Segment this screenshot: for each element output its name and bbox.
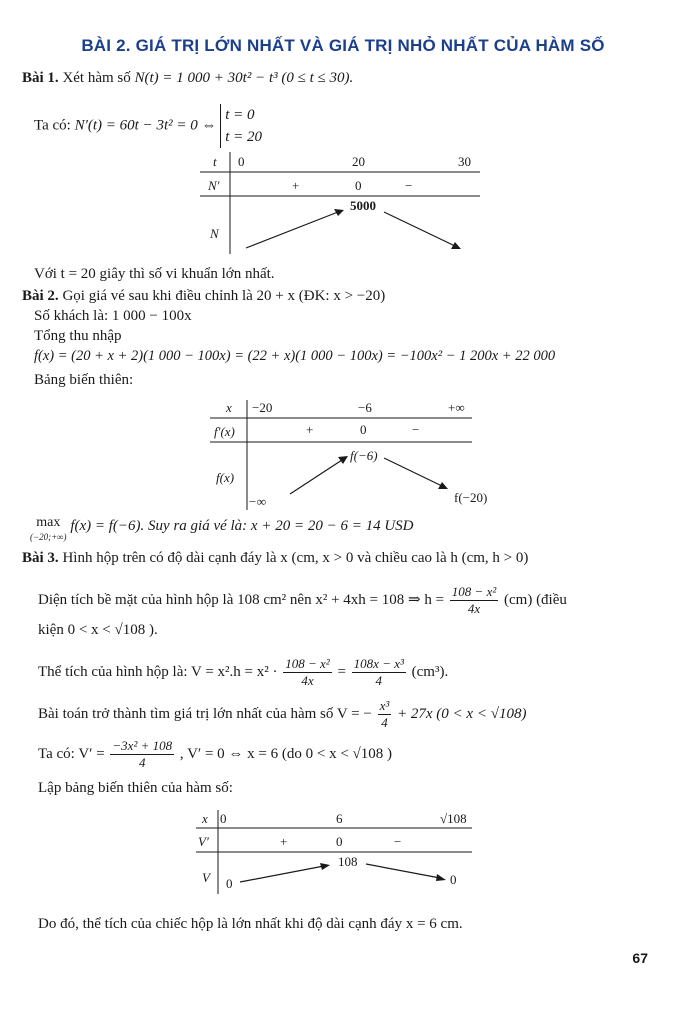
bai3-row-deriv: V′ [198, 834, 209, 849]
bai2-x-2: +∞ [448, 400, 465, 415]
bai3-arrow-down [366, 864, 440, 878]
bai1-row-func: N [210, 226, 219, 241]
bai3-frac-h [450, 584, 498, 617]
bai3-line4b: (cm³). [411, 663, 449, 680]
bai2-max-label: max [36, 515, 61, 530]
bai1-statement [22, 68, 353, 88]
bai3-frac-v3 [378, 698, 392, 731]
bai1-derivative-line [34, 104, 262, 148]
bai3-frac-v2 [352, 656, 406, 689]
bai3-line3: kiện 0 < x < √108 ). [38, 622, 158, 638]
bai2-line5: Bảng biến thiên: [34, 372, 134, 388]
bai3-arrow-up-head [320, 863, 330, 870]
bai2-sign-minus: − [412, 422, 420, 437]
bai3-frac-v1-den: 4x [301, 673, 314, 688]
bai1-roots [220, 104, 262, 148]
bai1-intro: Xét hàm số [62, 70, 131, 86]
bai1-row-deriv: N′ [208, 178, 220, 193]
bai3-conclusion: Do đó, thể tích của chiếc hộp là lớn nhất khi độ dài cạnh đáy x = 6 cm. [38, 916, 463, 932]
bai1-root-1: t = 20 [225, 129, 263, 145]
bai2-conclusion: f(x) = f(−6). Suy ra giá vé là: x + 20 = 20 − 6 = 14 USD [70, 518, 414, 534]
bai2-row-func: f(x) [216, 470, 235, 485]
bai1-arrow-up [246, 212, 338, 248]
bai3-derivative-line [38, 738, 392, 771]
bai2-row-deriv: f′(x) [214, 424, 235, 439]
bai2-conclusion-line [30, 516, 413, 544]
bai3-statement [22, 548, 528, 568]
bai3-frac-d-den: 4 [139, 755, 146, 770]
bai3-line6b: , V′ = 0 ⇔ x = 6 (do 0 < x < √108 ) [179, 745, 393, 762]
bai1-x-1: 20 [352, 154, 365, 169]
bai2-arrow-up-head [338, 456, 348, 464]
bai3-right-value: 0 [450, 872, 457, 887]
bai3-frac-v1 [283, 656, 331, 689]
bai3-frac-d-num: −3x² + 108 [112, 738, 173, 753]
bai3-variation-table [196, 808, 486, 896]
bai1-x-2: 30 [458, 154, 471, 169]
bai3-x-1: 6 [336, 811, 343, 826]
bai3-sign-minus: − [394, 834, 402, 849]
bai1-root-0: t = 0 [225, 107, 255, 123]
bai3-frac-h-den: 4x [467, 601, 481, 616]
bai2-right-value: f(−20) [454, 490, 488, 505]
bai1-function: N(t) = 1 000 + 30t² − t³ (0 ≤ t ≤ 30). [134, 70, 354, 86]
bai2-label: Bài 2. [22, 288, 59, 304]
bai1-taco: Ta có: [34, 117, 71, 134]
bai3-label: Bài 3. [22, 550, 59, 566]
bai1-row-t: t [213, 154, 217, 169]
bai3-frac-v3-num: x³ [379, 698, 390, 713]
bai3-arrow-down-head [436, 874, 446, 881]
bai3-line5b: + 27x (0 < x < √108) [397, 705, 527, 722]
bai3-frac-v3-den: 4 [381, 715, 388, 730]
bai2-max-operator [30, 516, 67, 544]
bai3-row-func: V [202, 870, 210, 885]
bai1-peak: 5000 [350, 198, 376, 213]
bai3-left-value: 0 [226, 876, 233, 891]
bai1-label: Bài 1. [22, 70, 59, 86]
bai3-line6a: Ta có: V′ = [38, 745, 105, 762]
bai3-x-0: 0 [220, 811, 227, 826]
bai3-frac-h-num: 108 − x² [451, 584, 497, 599]
bai1-x-0: 0 [238, 154, 245, 169]
bai2-sign-plus: + [306, 422, 314, 437]
bai2-line2: Số khách là: 1 000 − 100x [34, 308, 192, 324]
bai3-peak: 108 [338, 854, 358, 869]
bai2-line3: Tổng thu nhập [34, 328, 122, 344]
section-title: BÀI 2. GIÁ TRỊ LỚN NHẤT VÀ GIÁ TRỊ NHỎ NHẤT CỦA HÀM SỐ [81, 36, 605, 55]
bai2-x-0: −20 [252, 400, 273, 415]
bai1-conclusion: Với t = 20 giây thì số vi khuẩn lớn nhất. [34, 266, 275, 282]
bai2-sign-zero: 0 [360, 422, 367, 437]
bai2-left-value: −∞ [248, 494, 267, 509]
bai1-sign-minus: − [405, 178, 413, 193]
bai2-max-domain: (−20;+∞) [30, 532, 67, 542]
bai3-sign-zero: 0 [336, 834, 343, 849]
bai3-line2b: (cm) (điều [504, 591, 567, 608]
bai1-arrow-down-head [451, 242, 461, 249]
bai3-line1: Hình hộp trên có độ dài cạnh đáy là x (cm, x > 0 và chiều cao là h (cm, h > 0) [62, 550, 529, 566]
page-number: 67 [632, 950, 648, 966]
bai2-statement [22, 286, 385, 306]
bai2-arrow-down [384, 458, 442, 486]
bai2-line4: f(x) = (20 + x + 2)(1 000 − 100x) = (22 + x)(1 000 − 100x) = −100x² − 1 200x + 22 000 [34, 348, 556, 364]
bai1-derivative: N′(t) = 60t − 3t² = 0 ⇔ [74, 117, 217, 134]
bai3-frac-v1-num: 108 − x² [285, 656, 330, 671]
bai3-arrow-up [240, 866, 324, 882]
bai3-problem-line [38, 698, 526, 731]
bai2-peak: f(−6) [350, 448, 378, 463]
bai3-volume-line: Thể tích của hình hộp là: V = x².h = x² · $\frac{\text{108 − x²}}{4x}$ = $\frac{\text{108x − x³}}{4}$ (cm³). [38, 656, 449, 688]
bai3-line7: Lập bảng biến thiên của hàm số: [38, 780, 233, 796]
bai3-line4a: Thể tích của hình hộp là: V = x².h = x² · [38, 663, 278, 680]
bai2-arrow-down-head [438, 482, 448, 489]
bai3-row-x: x [202, 811, 208, 826]
bai3-frac-d [110, 738, 174, 771]
bai1-sign-zero: 0 [355, 178, 362, 193]
bai3-line2a: Diện tích bề mặt của hình hộp là 108 cm² nên x² + 4xh = 108 ⇒ h = [38, 591, 445, 608]
bai3-line5a: Bài toán trở thành tìm giá trị lớn nhất của hàm số V = − [38, 705, 372, 722]
bai3-surface-line [38, 584, 567, 617]
bai1-arrow-down [384, 212, 455, 246]
bai2-arrow-up [290, 460, 342, 494]
bai1-sign-plus: + [292, 178, 300, 193]
bai2-line1: Gọi giá vé sau khi điều chỉnh là 20 + x (ĐK: x > −20) [62, 288, 386, 304]
bai3-sign-plus: + [280, 834, 288, 849]
bai3-frac-v2-num: 108x − x³ [353, 656, 404, 671]
bai2-variation-table [210, 398, 500, 514]
bai2-row-x: x [226, 400, 232, 415]
bai1-variation-table [200, 150, 490, 258]
bai2-x-1: −6 [358, 400, 372, 415]
bai3-frac-v2-den: 4 [375, 673, 383, 688]
bai3-x-2: √108 [440, 811, 467, 826]
